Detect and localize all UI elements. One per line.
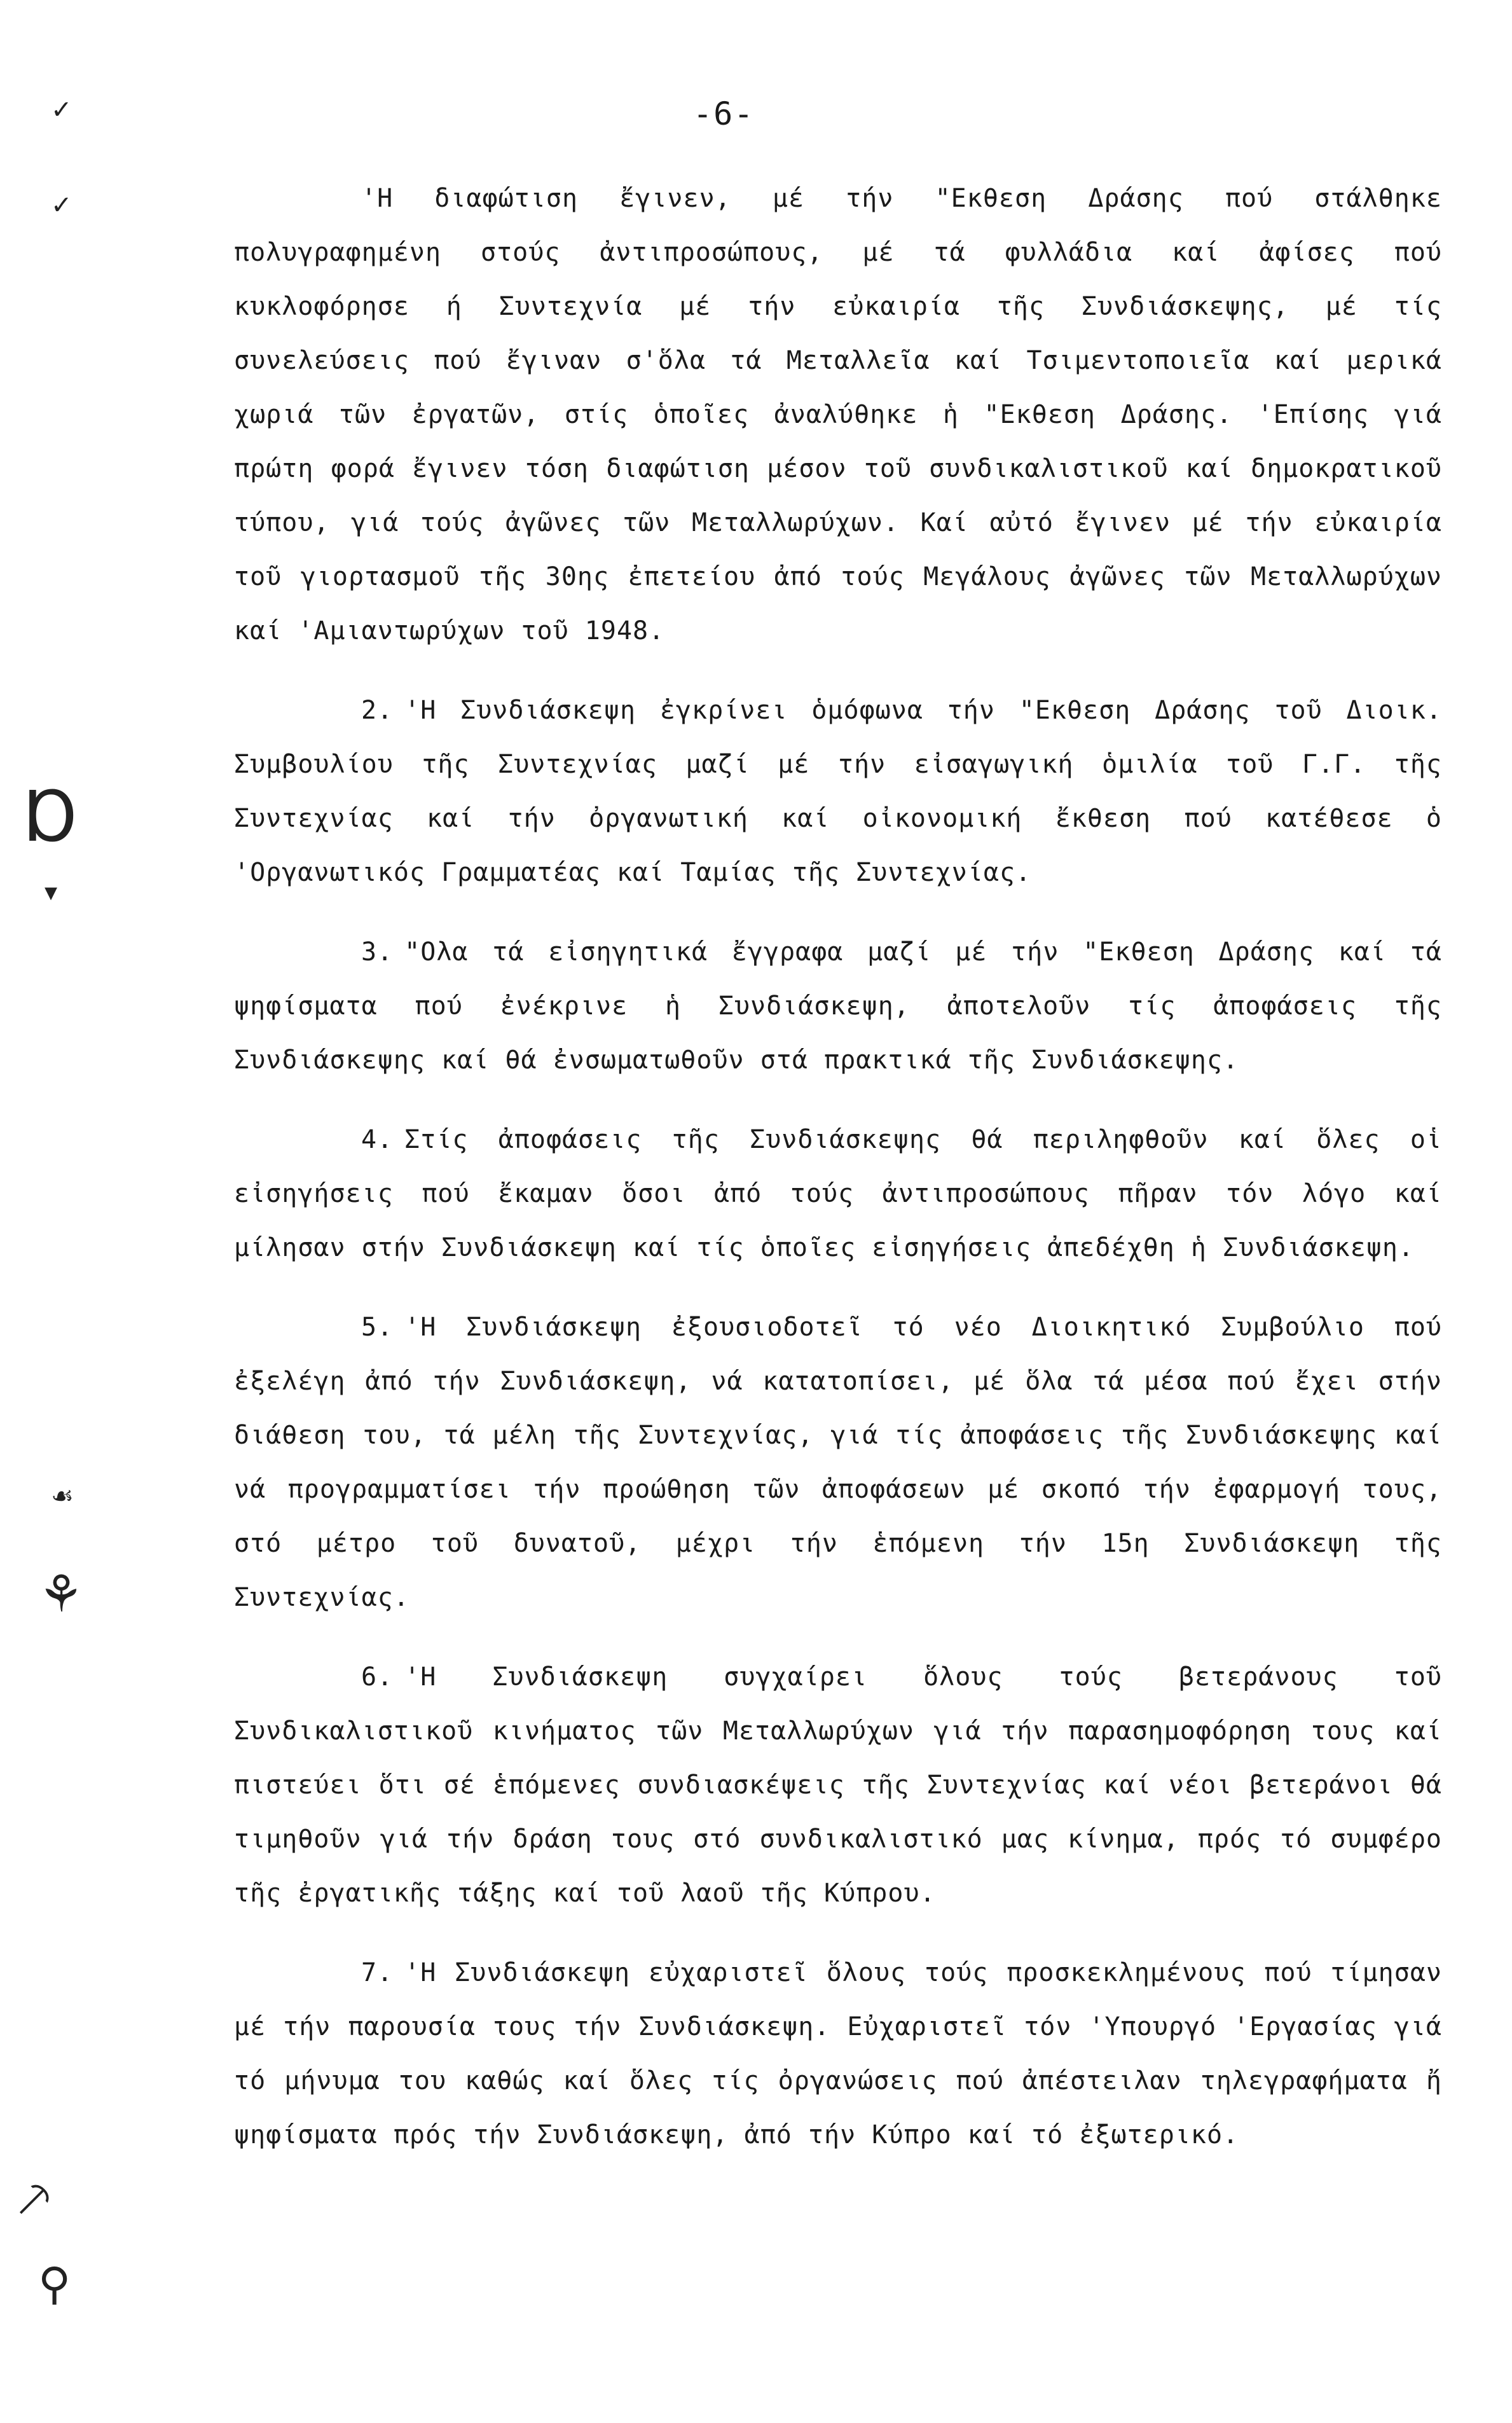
handwritten-margin-mark: Ɒ — [25, 776, 80, 857]
paragraph-item-5 — [234, 1301, 1442, 1625]
paragraph-item-6 — [234, 1650, 1442, 1921]
paragraph-intro — [234, 172, 1442, 658]
paragraph-text: "Ολα τά εἰσηγητικά ἔγγραφα μαζί μέ τήν "Εκθεση Δράσης καί τά ψηφίσματα πού ἐνέκρινε ἡ Συνδιάσκεψη, ἀποτελοῦν τίς ἀποφάσεις τῆς Συνδιάσκεψης καί θά ἐνσωματωθοῦν στά πρακτικά τῆς Συνδιάσκεψης. — [234, 937, 1442, 1075]
paragraph-item-7 — [234, 1946, 1442, 2162]
paragraph-text: 'Η Συνδιάσκεψη εὐχαριστεῖ ὅλους τούς προσκεκλημένους πού τίμησαν μέ τήν παρουσία τους τήν Συνδιάσκεψη. Εὐχαριστεῖ τόν 'Υπουργό 'Εργασίας γιά τό μήνυμα του καθώς καί ὅλες τίς ὀργανώσεις πού ἀπέστειλαν τηλεγραφήματα ἤ ψηφίσματα πρός τήν Συνδιάσκεψη, ἀπό τήν Κύπρο καί τό ἐξωτερικό. — [234, 1958, 1442, 2150]
margin-mark: ✓ — [51, 95, 72, 125]
handwritten-margin-mark: ⸕ — [13, 2164, 56, 2230]
paragraph-text: 'Η Συνδιάσκεψη συγχαίρει ὅλους τούς βετεράνους τοῦ Συνδικαλιστικοῦ κινήματος τῶν Μεταλλωρύχων γιά τήν παρασημοφόρηση τους καί πιστεύει ὅτι σέ ἑπόμενες συνδιασκέψεις τῆς Συντεχνίας καί νέοι βετεράνοι θά τιμηθοῦν γιά τήν δράση τους στό συνδικαλιστικό μας κίνημα, πρός τό συμφέρο τῆς ἐργατικῆς τάξης καί τοῦ λαοῦ τῆς Κύπρου. — [234, 1662, 1442, 1908]
margin-mark: ☙ — [51, 1482, 74, 1511]
paragraph-item-4 — [234, 1113, 1442, 1275]
paragraph-number: 4. — [361, 1125, 394, 1154]
paragraph-item-2 — [234, 684, 1442, 900]
paragraph-number: 6. — [361, 1662, 394, 1692]
page-number: -6- — [693, 95, 755, 132]
margin-mark: ⚘ — [38, 1564, 84, 1624]
document-body — [234, 172, 1442, 2162]
paragraph-number: 2. — [361, 696, 394, 725]
margin-mark: ▾ — [45, 878, 58, 907]
paragraph-number: 3. — [361, 937, 394, 967]
paragraph-text: Στίς ἀποφάσεις τῆς Συνδιάσκεψης θά περιληφθοῦν καί ὅλες οἱ εἰσηγήσεις πού ἔκαμαν ὅσοι ἀπό τούς ἀντιπροσώπους πῆραν τόν λόγο καί μίλησαν στήν Συνδιάσκεψη καί τίς ὁποῖες εἰσηγήσεις ἀπεδέχθη ἡ Συνδιάσκεψη. — [234, 1125, 1442, 1262]
paragraph-text: 'Η διαφώτιση ἔγινεν, μέ τήν "Εκθεση Δράσης πού στάλθηκε πολυγραφημένη στούς ἀντιπροσώπους, μέ τά φυλλάδια καί ἀφίσες πού κυκλοφόρησε ή Συντεχνία μέ τήν εὐκαιρία τῆς Συνδιάσκεψης, μέ τίς συνελεύσεις πού ἔγιναν σ'ὅλα τά Μεταλλεῖα καί Τσιμεντοποιεῖα καί μερικά χωριά τῶν ἐργατῶν, στίς ὁποῖες ἀναλύθηκε ἡ "Εκθεση Δράσης. 'Επίσης γιά πρώτη φορά ἔγινεν τόση διαφώτιση μέσον τοῦ συνδικαλιστικοῦ καί δημοκρατικοῦ τύπου, γιά τούς ἀγῶνες τῶν Μεταλλωρύχων. Καί αὐτό ἔγινεν μέ τήν εὐκαιρία τοῦ γιορτασμοῦ τῆς 30ης ἐπετείου ἀπό τούς Μεγάλους ἀγῶνες τῶν Μεταλλωρύχων καί 'Αμιαντωρύχων τοῦ 1948. — [234, 184, 1442, 645]
paragraph-text: 'Η Συνδιάσκεψη ἐξουσιοδοτεῖ τό νέο Διοικητικό Συμβούλιο πού ἐξελέγη ἀπό τήν Συνδιάσκεψη, νά κατατοπίσει, μέ ὅλα τά μέσα πού ἔχει στήν διάθεση του, τά μέλη τῆς Συντεχνίας, γιά τίς ἀποφάσεις τῆς Συνδιάσκεψης καί νά προγραμματίσει τήν προώθηση τῶν ἀποφάσεων μέ σκοπό τήν ἐφαρμογή τους, στό μέτρο τοῦ δυνατοῦ, μέχρι τήν ἑπόμενη τήν 15η Συνδιάσκεψη τῆς Συντεχνίας. — [234, 1313, 1442, 1612]
paragraph-number: 7. — [361, 1958, 394, 1987]
paragraph-text: 'Η Συνδιάσκεψη ἐγκρίνει ὁμόφωνα τήν "Εκθεση Δράσης τοῦ Διοικ. Συμβουλίου τῆς Συντεχνίας μαζί μέ τήν εἰσαγωγική ὁμιλία τοῦ Γ.Γ. τῆς Συντεχνίας καί τήν ὀργανωτική καί οἰκονομική ἔκθεση πού κατέθεσε ὁ 'Οργανωτικός Γραμματέας καί Ταμίας τῆς Συντεχνίας. — [234, 696, 1442, 887]
paragraph-item-3 — [234, 925, 1442, 1087]
paragraph-number: 5. — [361, 1313, 394, 1342]
margin-mark: ⚲ — [38, 2258, 71, 2310]
margin-mark: ✓ — [51, 191, 72, 220]
